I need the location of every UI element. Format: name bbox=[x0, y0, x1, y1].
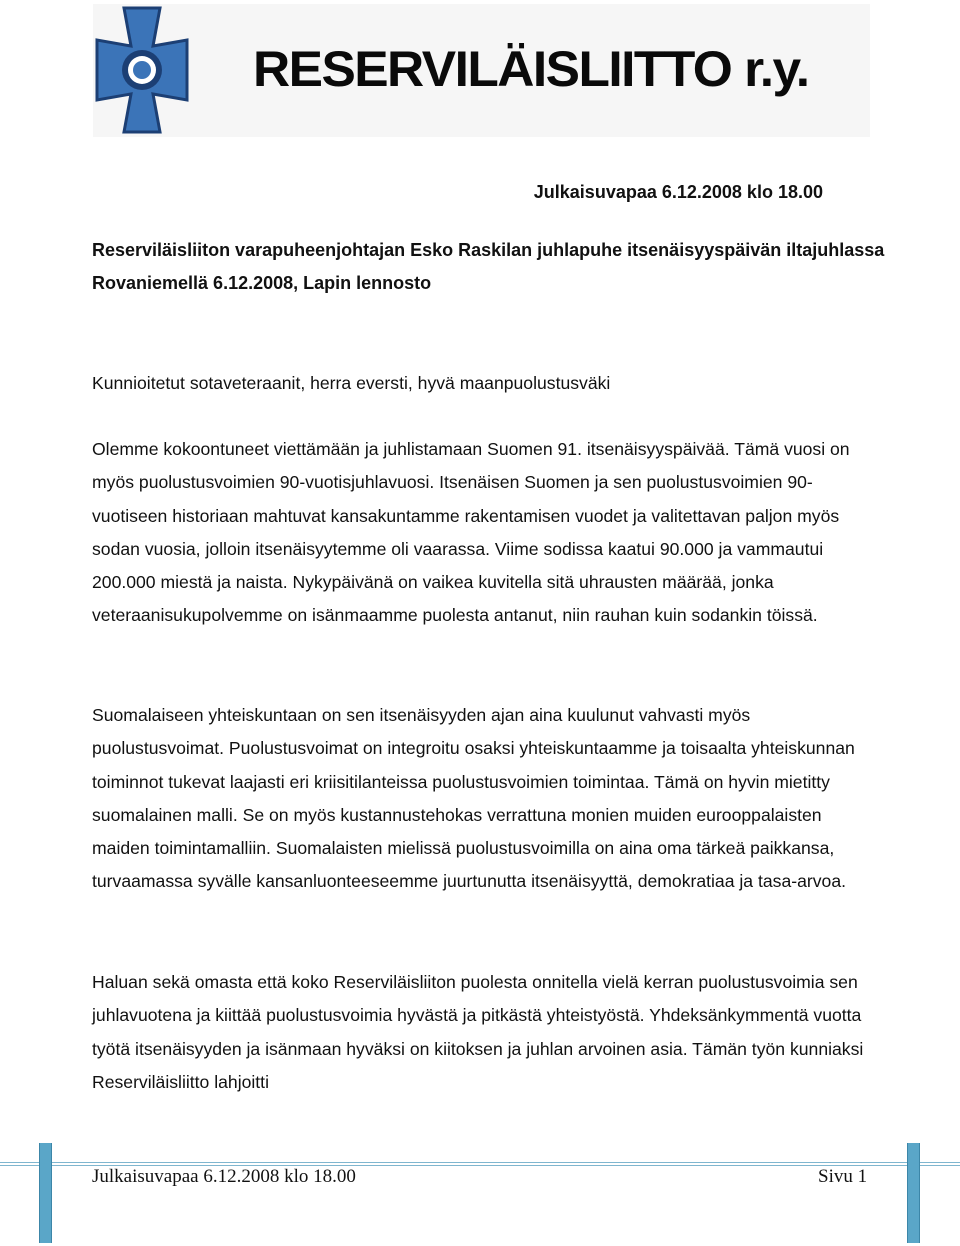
paragraph-2: Suomalaiseen yhteiskuntaan on sen itsenäisyyden ajan aina kuulunut vahvasti myös puolustusvoimat. Puolustusvoimat on integroitu osaksi yhteiskuntaamme ja toisaalta yhteiskunnan toiminnot tukevat laajasti eri kriisitilanteissa puolustusvoimien toimintaa. Tämä on hyvin mietitty suomalainen malli. Se on myös kustannustehokas verrattuna monien muiden eurooppalaisten maiden toimintamalliin. Suomalaisten mielissä puolustusvoimilla on aina oma tärkeä paikkansa, turvaamassa syvälle kansanluonteeseemme juurtunutta itsenäisyyttä, demokratiaa ja tasa-arvoa. bbox=[92, 705, 855, 892]
logo-wordmark: RESERVILÄISLIITTO r.y. bbox=[253, 41, 809, 97]
footer-release-text: Julkaisuvapaa 6.12.2008 klo 18.00 bbox=[92, 1166, 356, 1187]
paragraph-1: Olemme kokoontuneet viettämään ja juhlistamaan Suomen 91. itsenäisyyspäivää. Tämä vuosi on myös puolustusvoimien 90-vuotisjuhlavuosi. Itsenäisen Suomen ja sen puolustusvoimien 90-vuotiseen historiaan mahtuvat kansakuntamme rakentamisen vuodet ja valitettavan paljon myös sodan vuosia, jolloin itsenäisyytemme oli vaarassa. Viime sodissa kaatui 90.000 ja vammautui 200.000 miestä ja naista. Nykypäivänä on vaikea kuvitella sitä uhrausten määrää, jonka veteraanisukupolvemme on isänmaamme puolesta antanut, niin rauhan kuin sodankin töissä. bbox=[92, 439, 850, 626]
paragraph-greeting: Kunnioitetut sotaveteraanit, herra eversti, hyvä maanpuolustusväki bbox=[92, 373, 611, 393]
speech-title: Reserviläisliiton varapuheenjohtajan Esko Raskilan juhlapuhe itsenäisyyspäivän iltajuhlassa Rovaniemellä 6.12.2008, Lapin lennosto bbox=[92, 240, 885, 293]
footer-left-bar bbox=[39, 1143, 52, 1243]
release-date-line: Julkaisuvapaa 6.12.2008 klo 18.00 bbox=[533, 182, 823, 202]
paragraph-3: Haluan sekä omasta että koko Reserviläisliiton puolesta onnitella vielä kerran puolustusvoimia sen juhlavuotena ja kiittää puolustusvoimia hyvästä ja pitkästä yhteistyöstä. Yhdeksänkymmentä vuotta työtä itsenäisyyden ja isänmaan hyväksi on kiitoksen ja juhlan arvoinen asia. Tämän työn kunniaksi Reserviläisliitto lahjoitti bbox=[92, 972, 864, 1092]
footer-page-number: Sivu 1 bbox=[818, 1166, 868, 1187]
cross-emblem-icon bbox=[95, 6, 189, 134]
organization-logo bbox=[93, 4, 870, 137]
footer-right-bar bbox=[907, 1143, 920, 1243]
